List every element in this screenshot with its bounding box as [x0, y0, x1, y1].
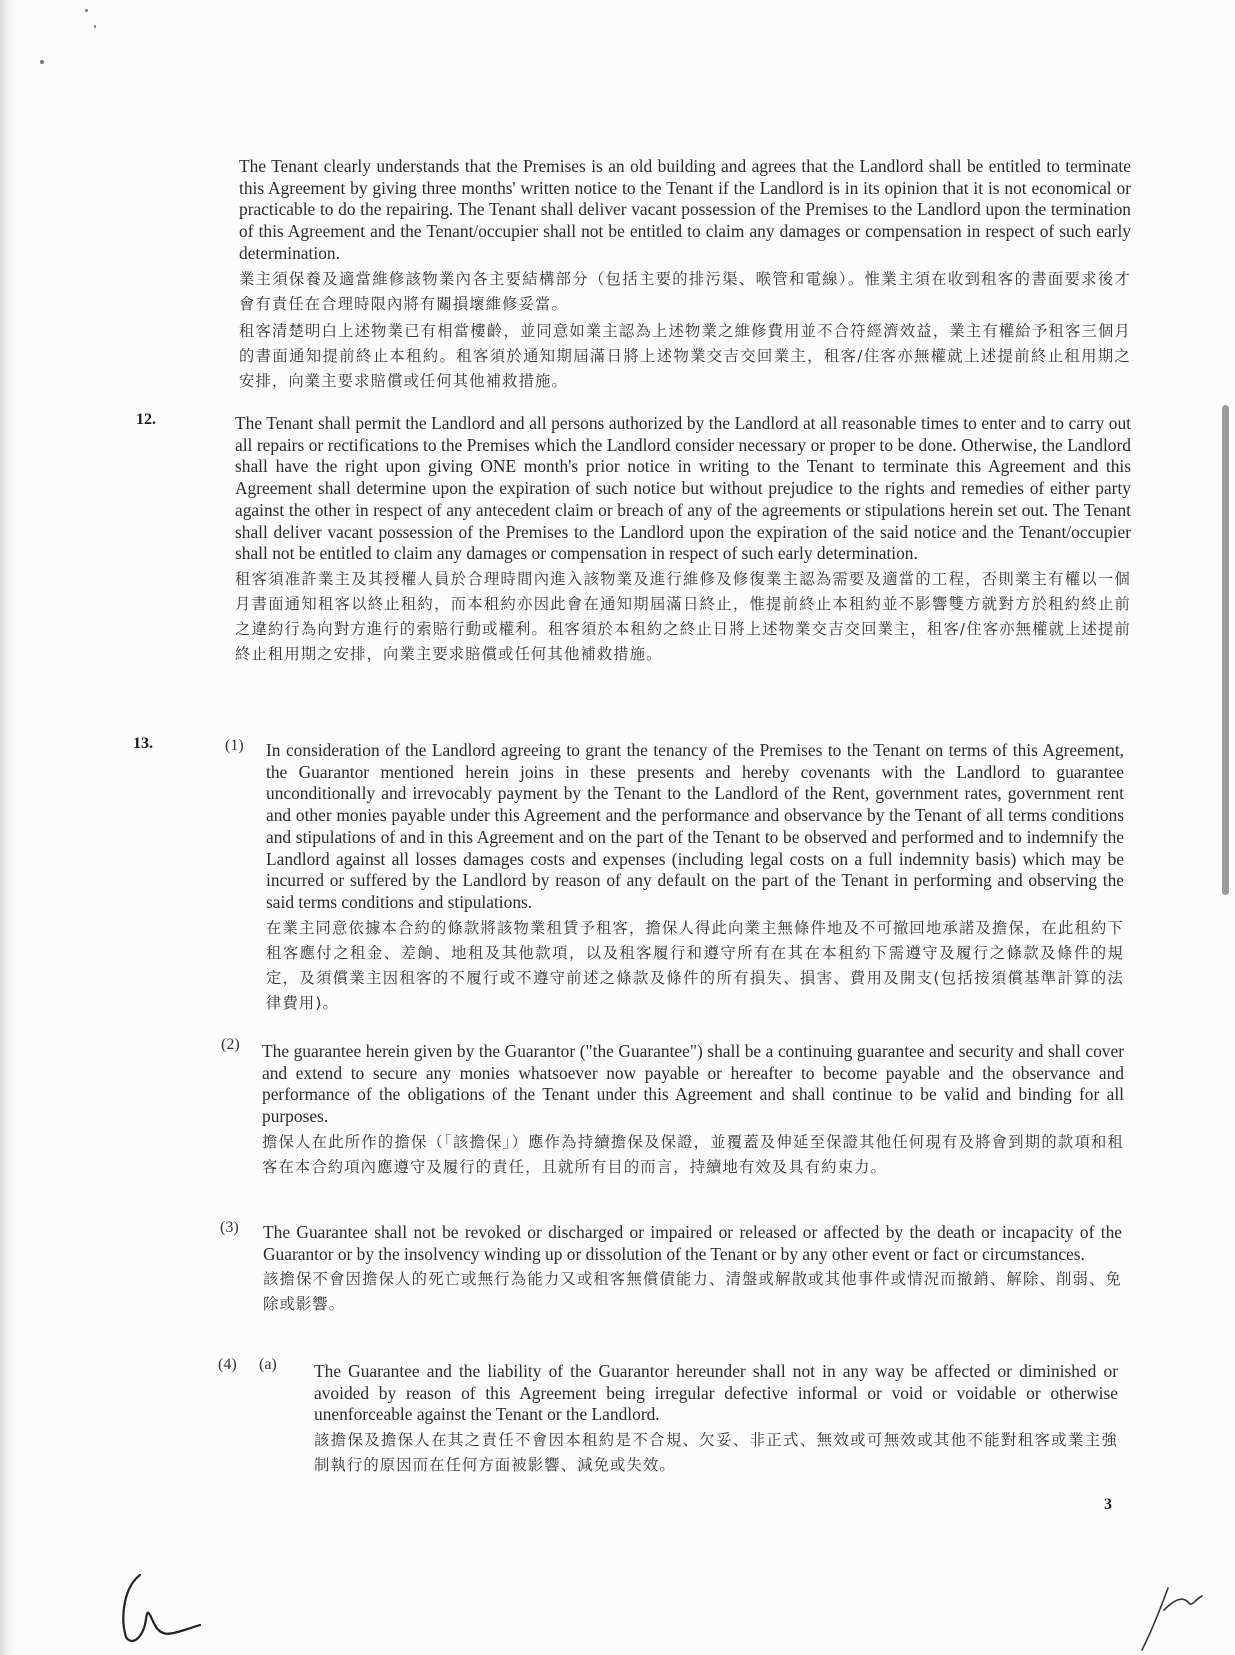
clause-13-number: 13.	[133, 735, 153, 752]
clause-13-1	[266, 740, 1124, 1016]
clause-13-4-a	[314, 1361, 1118, 1478]
page-number: 3	[1104, 1496, 1112, 1513]
clause-13-3-label: (3)	[220, 1219, 239, 1236]
scrollbar-thumb[interactable]	[1222, 405, 1229, 895]
intro-english: The Tenant clearly understands that the Premises is an old building and agrees that the Landlord shall be entitled to terminate this Agreement by giving three months' written notice to the Tenant if the Landlord is in its opinion that it is not economical or practicable to do the repairing. The Tenant shall deliver vacant possession of the Premises to the Landlord upon the termination of this Agreement and the Tenant/occupier shall not be entitled to claim any damages or compensation in respect of such early determination.	[239, 156, 1131, 263]
clause-13-4-a-english: The Guarantee and the liability of the Guarantor hereunder shall not in any way be affected or diminished or avoided by reason of this Agreement being irregular defective informal or void or voidable or otherwise unenforceable against the Tenant or the Landlord.	[314, 1361, 1118, 1425]
initials-right-signature	[1130, 1560, 1210, 1655]
clause-12	[235, 413, 1131, 667]
clause-12-english: The Tenant shall permit the Landlord and all persons authorized by the Landlord at all reasonable times to enter and to carry out all repairs or rectifications to the Premises which the Landlord consider necessary or proper to be done. Otherwise, the Landlord shall have the right upon giving ONE month's prior notice in writing to the Tenant to terminate this Agreement and this Agreement shall determine upon the expiration of such notice but without prejudice to the rights and remedies of either party against the other in respect of any antecedent claim or breach of any of the agreements or stipulations herein set out. The Tenant shall deliver vacant possession of the Premises to the Landlord upon the expiration of the said notice and the Tenant/occupier shall not be entitled to claim any damages or compensation in respect of such early determination.	[235, 413, 1131, 564]
clause-13-3-chinese: 該擔保不會因擔保人的死亡或無行為能力又或租客無償債能力、清盤或解散或其他事件或情況而撤銷、解除、削弱、免除或影響。	[263, 1270, 1122, 1314]
clause-13-4-a-chinese: 該擔保及擔保人在其之責任不會因本租約是不合規、欠妥、非正式、無效或可無效或其他不能對租客或業主強制執行的原因而在任何方面被影響、減免或失效。	[314, 1431, 1118, 1475]
clause-13-2	[262, 1041, 1124, 1180]
intro-chinese-1: 業主須保養及適當維修該物業內各主要結構部分（包括主要的排污渠、喉管和電線）。惟業主須在收到租客的書面要求後才會有責任在合理時限內將有關損壞維修妥當。	[239, 269, 1131, 313]
clause-13-2-english: The guarantee herein given by the Guarantor ("the Guarantee") shall be a continuing guarantee and security and shall cover and extend to secure any monies whatsoever now payable or hereafter to become payable and the observance and performance of the obligations of the Tenant under this Agreement and shall continue to be valid and binding for all purposes.	[262, 1041, 1124, 1127]
initials-left-signature	[110, 1555, 210, 1650]
scan-speck	[40, 60, 44, 64]
clause-13-4-label: (4)	[218, 1356, 237, 1373]
clause-13-1-english: In consideration of the Landlord agreeing to grant the tenancy of the Premises to the Tenant on terms of this Agreement, the Guarantor mentioned herein joins in these presents and hereby covenants with the Landlord to guarantee unconditionally and irrevocably payment by the Tenant to the Landlord of the Rent, government rates, government rent and other monies payable under this Agreement and the performance and observance by the Tenant of all terms conditions and stipulations of and in this Agreement and on the part of the Tenant to be observed and performed and to indemnify the Landlord against all losses damages costs and expenses (including legal costs on a full indemnity basis) which may be incurred or suffered by the Landlord by reason of any default on the part of the Tenant in performing and observing the said terms conditions and stipulations.	[266, 740, 1124, 912]
clause-12-number: 12.	[136, 411, 156, 428]
intro-chinese-2: 租客清楚明白上述物業已有相當樓齡，並同意如業主認為上述物業之維修費用並不合符經濟效益，業主有權給予租客三個月的書面通知提前終止本租約。租客須於通知期屆滿日將上述物業交吉交回業主，租客/住客亦無權就上述提前終止租用期之安排，向業主要求賠償或任何其他補救措施。	[239, 321, 1131, 390]
clause-13-2-chinese: 擔保人在此所作的擔保（「該擔保」）應作為持續擔保及保證，並覆蓋及伸延至保證其他任何現有及將會到期的款項和租客在本合約項內應遵守及履行的責任，且就所有目的而言，持續地有效及具有約束力。	[262, 1132, 1124, 1176]
clause-13-2-label: (2)	[221, 1036, 240, 1053]
clause-13-4-a-label: (a)	[259, 1356, 277, 1373]
clause-13-3	[263, 1222, 1122, 1317]
page-edge-shadow	[0, 0, 16, 1655]
clause-13-3-english: The Guarantee shall not be revoked or discharged or impaired or released or affected by the death or incapacity of the Guarantor or by the insolvency winding up or dissolution of the Tenant or by any other event or fact or circumstances.	[263, 1222, 1122, 1264]
clause-12-chinese: 租客須准許業主及其授權人員於合理時間內進入該物業及進行維修及修復業主認為需要及適當的工程，否則業主有權以一個月書面通知租客以終止租約，而本租約亦因此會在通知期屆滿日終止，惟提前終止本租約並不影響雙方就對方於租約終止前之違約行為向對方進行的索賠行動或權利。租客須於本租約之終止日將上述物業交吉交回業主，租客/住客亦無權就上述提前終止租用期之安排，向業主要求賠償或任何其他補救措施。	[235, 569, 1131, 663]
clause-13-1-chinese: 在業主同意依據本合約的條款將該物業租賃予租客，擔保人得此向業主無條件地及不可撤回地承諾及擔保，在此租約下租客應付之租金、差餉、地租及其他款項，以及租客履行和遵守所有在其在本租約下需遵守及履行之條款及條件的規定，及須償業主因租客的不履行或不遵守前述之條款及條件的所有損失、損害、費用及開支(包括按須償基準計算的法律費用)。	[266, 918, 1124, 1012]
intro-section	[239, 156, 1131, 394]
scan-speck	[85, 9, 88, 12]
scan-speck	[94, 25, 96, 28]
clause-13-1-label: (1)	[225, 737, 244, 754]
